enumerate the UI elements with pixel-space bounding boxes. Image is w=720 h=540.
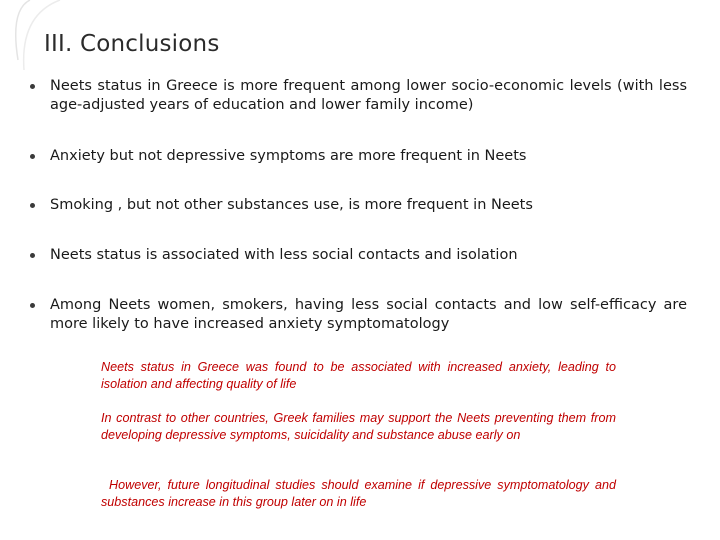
bullet-icon <box>30 84 35 89</box>
bullet-text: Among Neets women, smokers, having less social contacts and low self-efficacy are more likely to have increased anxiety symptomatology <box>50 297 687 332</box>
conclusion-note: Neets status in Greece was found to be associated with increased anxiety, leading to isolation and affecting quality of life <box>101 360 616 391</box>
bullet-text: Anxiety but not depressive symptoms are more frequent in Neets <box>50 148 527 164</box>
bullet-icon <box>30 303 35 308</box>
list-item <box>22 196 687 215</box>
conclusion-note: However, future longitudinal studies should examine if depressive symptomatology and substances increase in this group later on in life <box>101 478 616 509</box>
bullet-text: Smoking , but not other substances use, is more frequent in Neets <box>50 197 533 213</box>
list-item <box>22 246 687 265</box>
bullet-icon <box>30 154 35 159</box>
conclusion-note: In contrast to other countries, Greek families may support the Neets preventing them from developing depressive symptoms, suicidality and substance abuse early on <box>101 411 616 442</box>
bullet-text: Neets status in Greece is more frequent among lower socio-economic levels (with less age-adjusted years of education and lower family income) <box>50 78 687 113</box>
list-item <box>22 296 687 334</box>
page-title: III. Conclusions <box>44 31 220 57</box>
list-item <box>22 77 687 115</box>
bullet-icon <box>30 203 35 208</box>
bullet-text: Neets status is associated with less social contacts and isolation <box>50 247 518 263</box>
list-item <box>22 147 687 166</box>
bullet-icon <box>30 253 35 258</box>
